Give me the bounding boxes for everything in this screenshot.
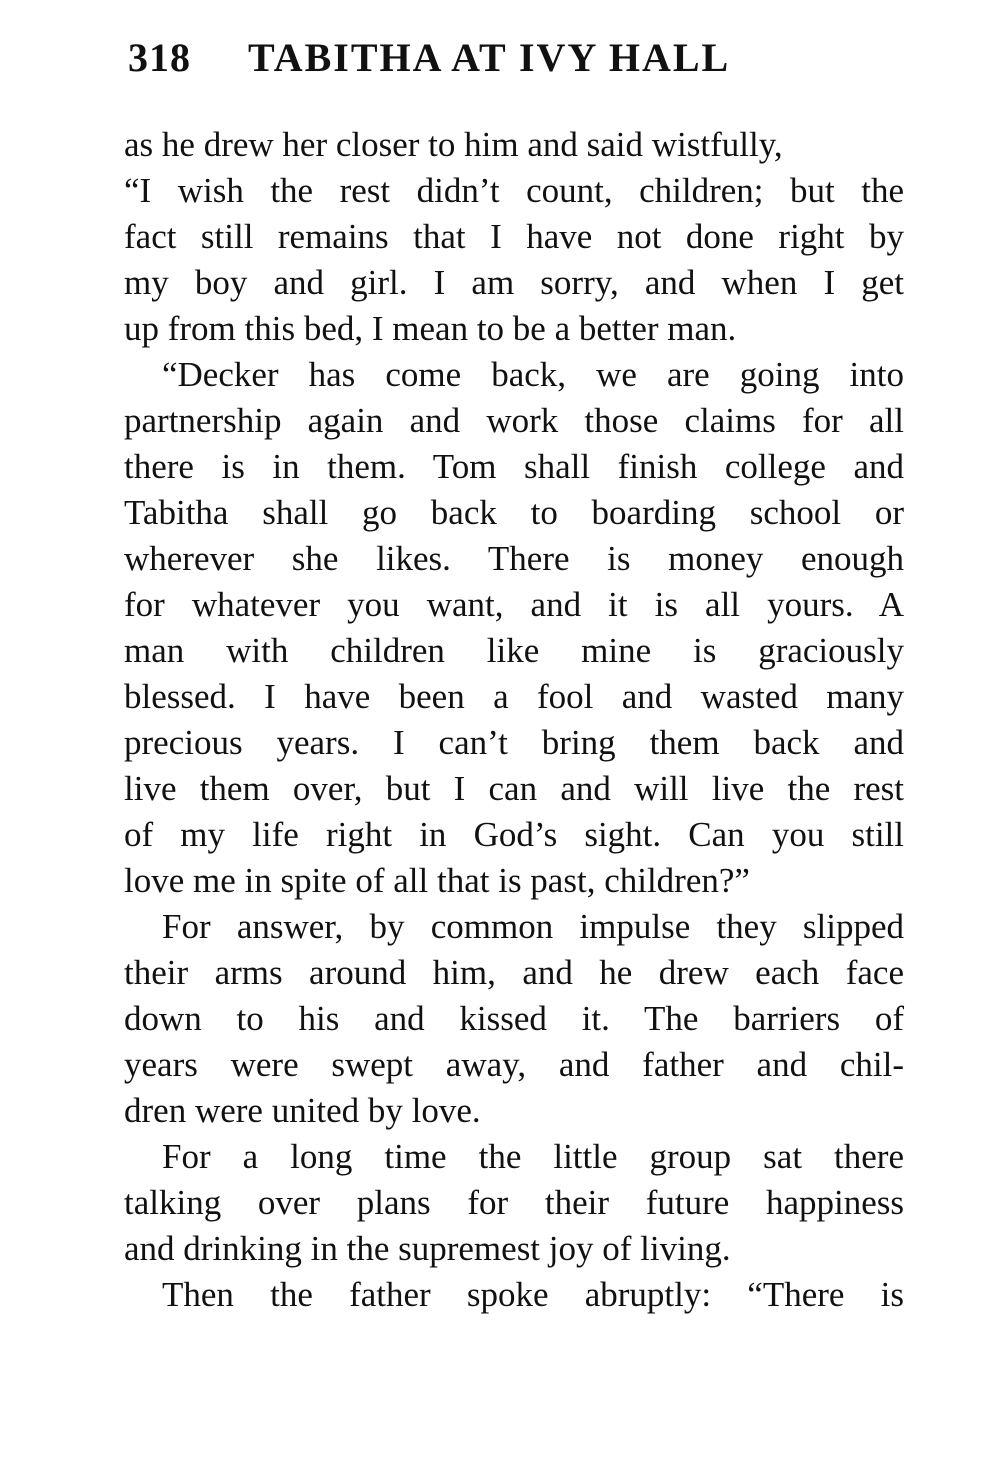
text-line: partnership again and work those claims for all [124,401,904,440]
text-line: man with children like mine is graciously [124,631,904,670]
text-line: years were swept away, and father and chil- [124,1045,904,1084]
text-line: live them over, but I can and will live the rest [124,769,904,808]
paragraph-first-line: For a long time the little group sat there [162,1137,904,1176]
text-line: fact still remains that I have not done right by [124,217,904,256]
body-text [124,122,904,1318]
text-line: as he drew her closer to him and said wistfully, [124,125,783,164]
text-line: down to his and kissed it. The barriers of [124,999,904,1038]
text-line: precious years. I can’t bring them back and [124,723,904,762]
text-line: talking over plans for their future happiness [124,1183,904,1222]
text-line: and drinking in the supremest joy of living. [124,1229,731,1268]
text-line: blessed. I have been a fool and wasted many [124,677,904,716]
paragraph-first-line: “Decker has come back, we are going into [162,355,904,394]
text-line: wherever she likes. There is money enough [124,539,904,578]
text-line: my boy and girl. I am sorry, and when I get [124,263,904,302]
text-line: dren were united by love. [124,1091,481,1130]
text-line: of my life right in God’s sight. Can you still [124,815,904,854]
text-line: for whatever you want, and it is all yours. A [124,585,904,624]
running-head [128,28,908,88]
text-line: there is in them. Tom shall finish college and [124,447,904,486]
text-line: “I wish the rest didn’t count, children; but the [124,171,904,210]
running-title: TABITHA AT IVY HALL [248,35,731,80]
text-line: up from this bed, I mean to be a better man. [124,309,737,348]
text-line: love me in spite of all that is past, children?” [124,861,750,900]
text-line: Tabitha shall go back to boarding school or [124,493,904,532]
paragraph-first-line: Then the father spoke abruptly: “There is [162,1275,904,1314]
page-number: 318 [128,35,191,80]
paragraph-first-line: For answer, by common impulse they slipped [162,907,904,946]
text-line: their arms around him, and he drew each face [124,953,904,992]
